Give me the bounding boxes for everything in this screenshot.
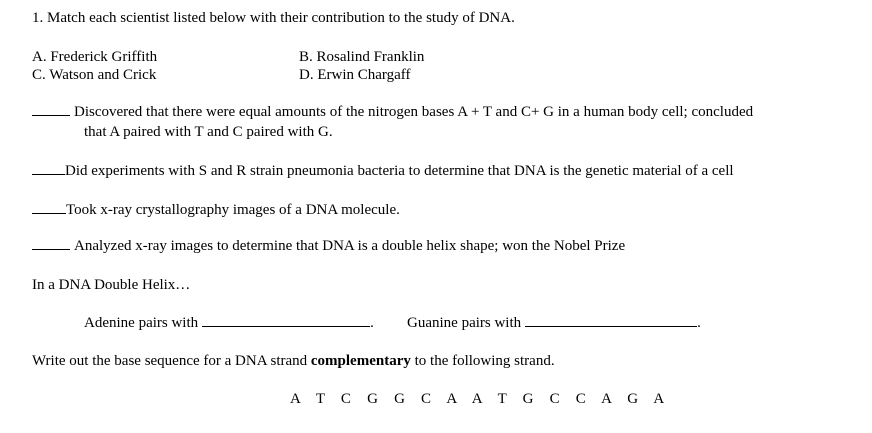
answer-blank-2[interactable] bbox=[32, 174, 65, 175]
guanine-pairing bbox=[407, 315, 701, 332]
guanine-answer-blank[interactable] bbox=[525, 326, 697, 327]
complement-instruction-after: to the following strand. bbox=[410, 353, 555, 369]
match-item-3 bbox=[32, 202, 400, 219]
adenine-pairing bbox=[84, 315, 374, 332]
adenine-period: . bbox=[370, 315, 374, 331]
item-1-text: Discovered that there were equal amounts of the nitrogen bases A + T and C+ G in a human body cell; concluded bbox=[74, 104, 754, 120]
answer-blank-3[interactable] bbox=[32, 213, 66, 214]
answer-blank-1[interactable] bbox=[32, 115, 70, 116]
scientist-d: D. Erwin Chargaff bbox=[299, 67, 411, 83]
match-item-4 bbox=[32, 238, 625, 255]
match-item-1 bbox=[32, 104, 753, 121]
guanine-period: . bbox=[697, 315, 701, 331]
complement-instruction bbox=[32, 353, 555, 370]
scientist-c: C. Watson and Crick bbox=[32, 67, 157, 83]
helix-heading: In a DNA Double Helix… bbox=[32, 277, 191, 293]
adenine-label: Adenine pairs with bbox=[84, 315, 199, 331]
answer-blank-4[interactable] bbox=[32, 249, 70, 250]
dna-sequence: A T C G G C A A T G C C A G A bbox=[290, 391, 671, 407]
item-2-text: Did experiments with S and R strain pneumonia bacteria to determine that DNA is the genetic material of a cell bbox=[65, 163, 734, 179]
scientist-b: B. Rosalind Franklin bbox=[299, 49, 425, 65]
complement-instruction-before: Write out the base sequence for a DNA strand bbox=[32, 353, 311, 369]
match-item-2 bbox=[32, 163, 734, 180]
scientist-a: A. Frederick Griffith bbox=[32, 49, 158, 65]
guanine-label: Guanine pairs with bbox=[407, 315, 522, 331]
item-3-text: Took x-ray crystallography images of a DNA molecule. bbox=[66, 202, 400, 218]
item-4-text: Analyzed x-ray images to determine that DNA is a double helix shape; won the Nobel Prize bbox=[74, 238, 626, 254]
complement-keyword: complementary bbox=[310, 353, 411, 369]
item-1-text-continued: that A paired with T and C paired with G. bbox=[84, 124, 333, 140]
adenine-answer-blank[interactable] bbox=[202, 326, 370, 327]
question-prompt: 1. Match each scientist listed below with their contribution to the study of DNA. bbox=[32, 10, 515, 26]
